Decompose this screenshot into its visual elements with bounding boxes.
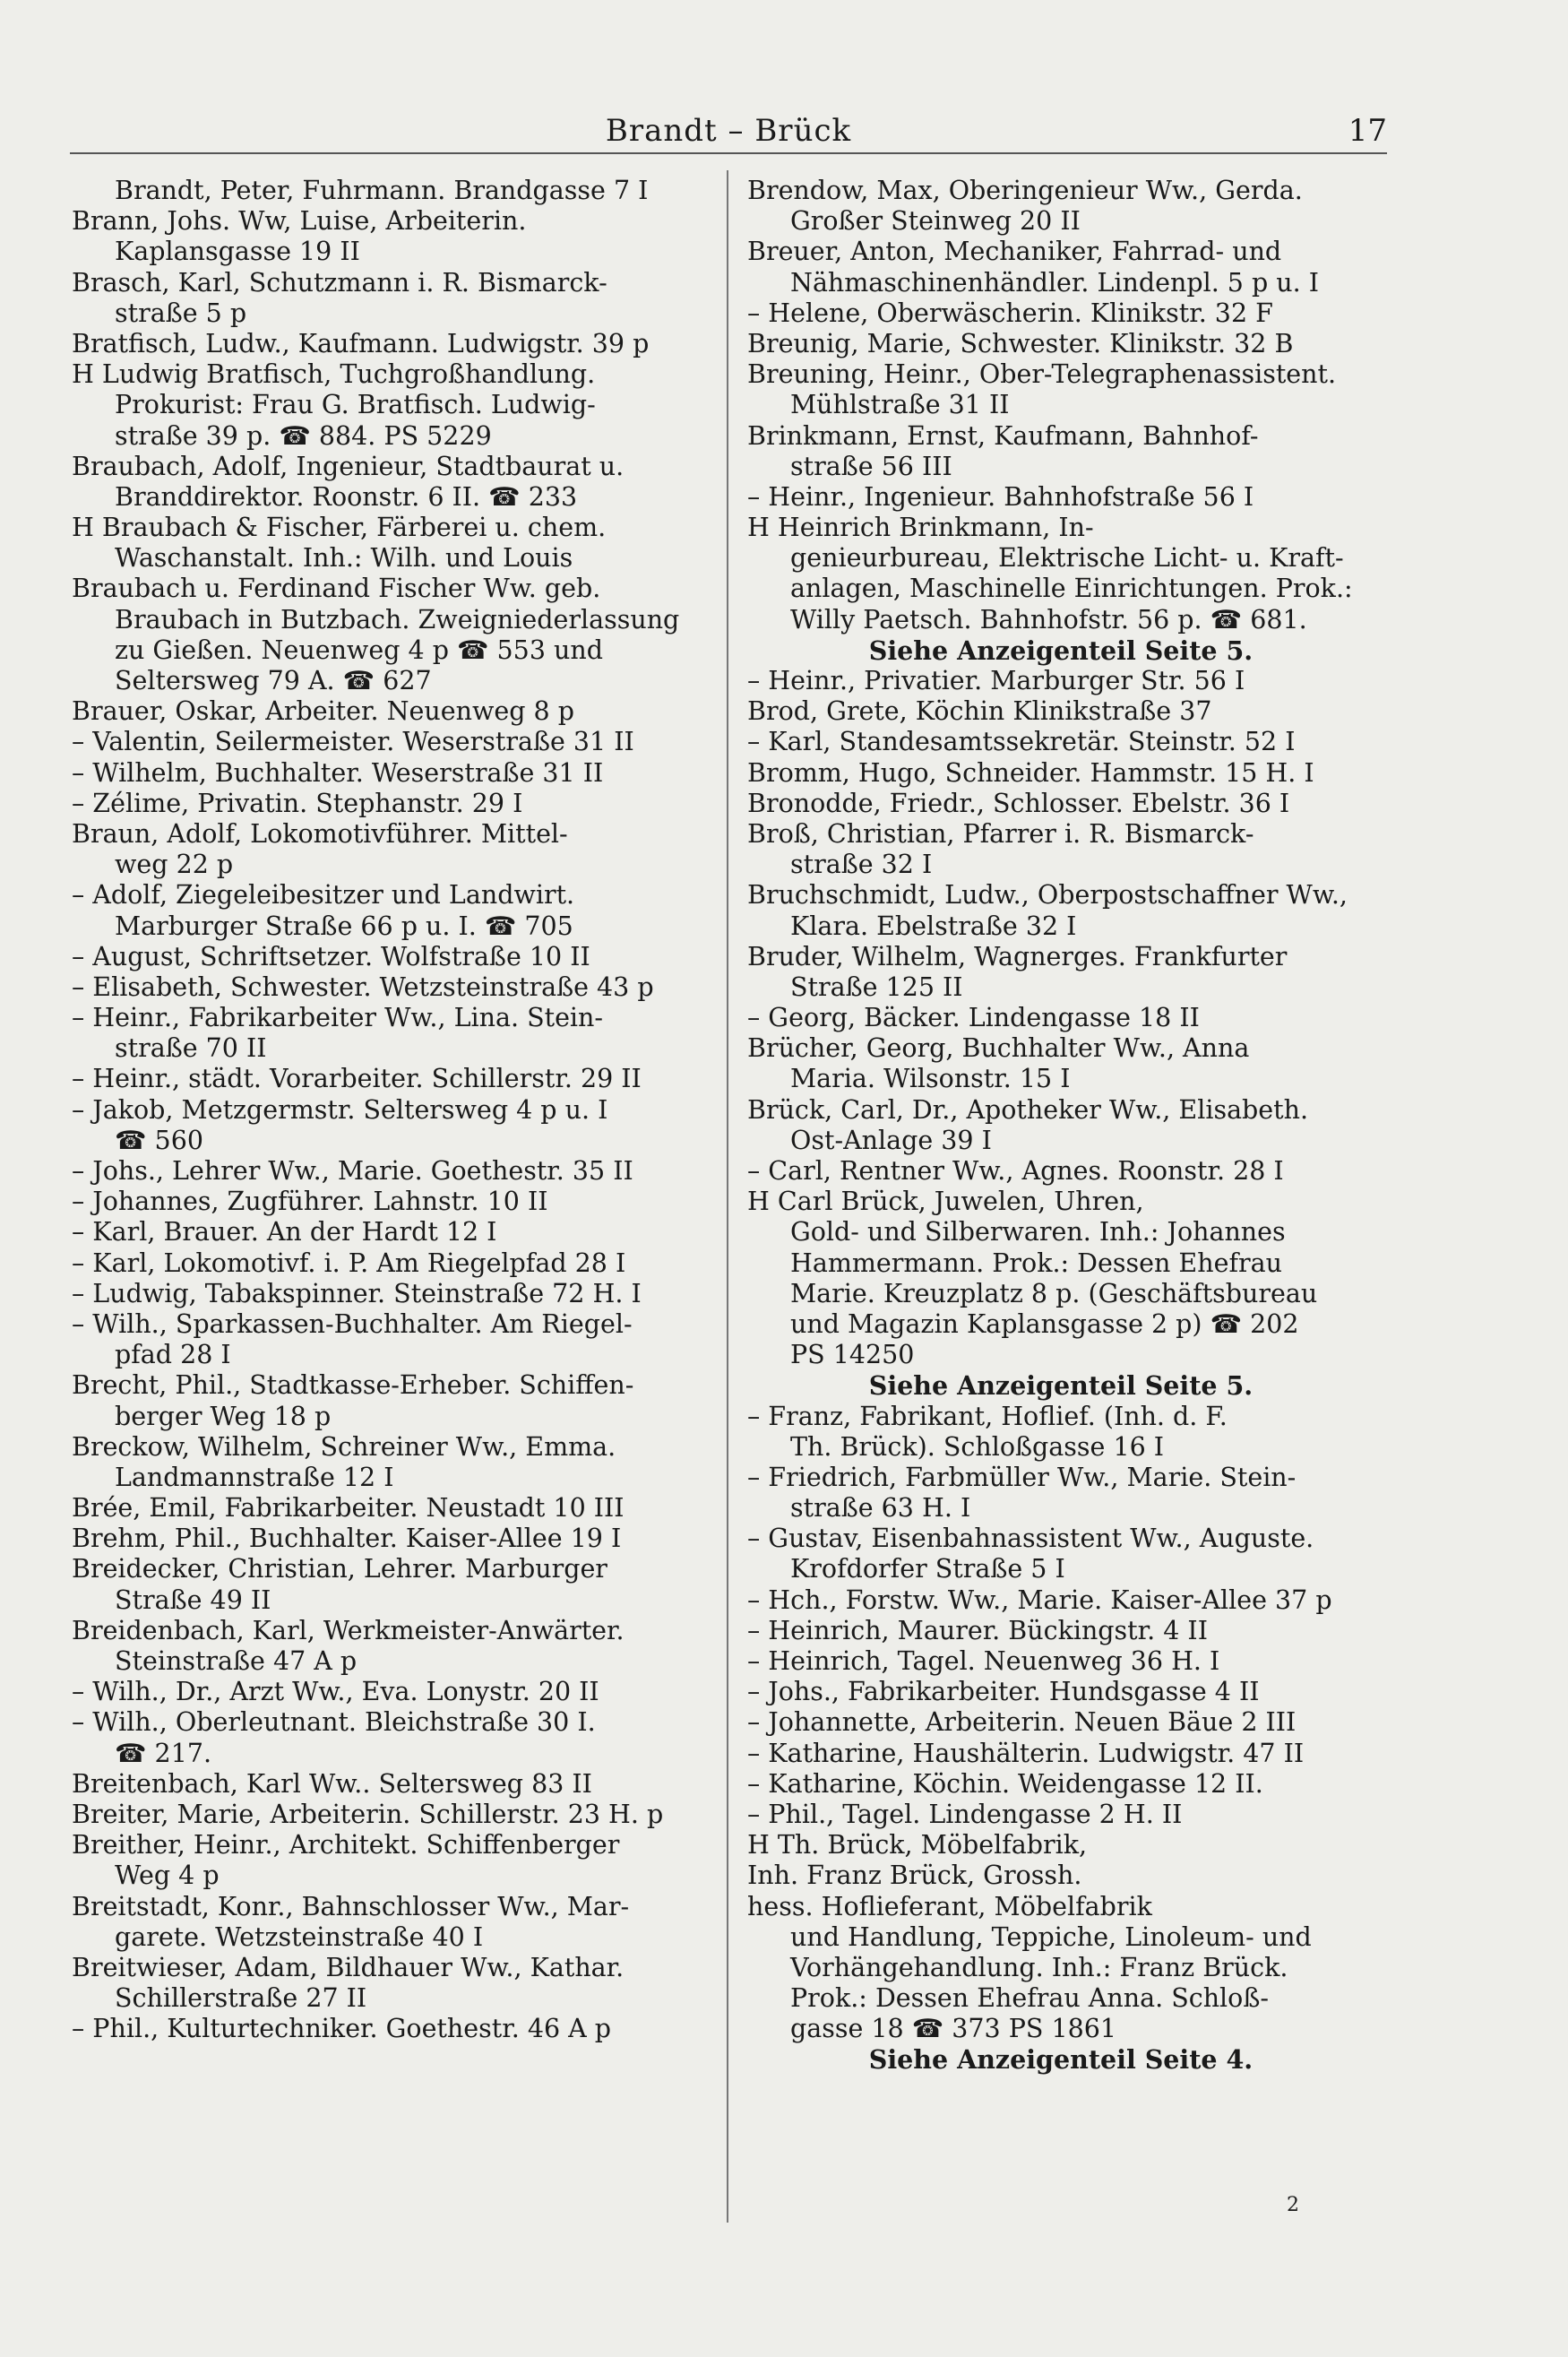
directory-line: – Heinr., Fabrikarbeiter Ww., Lina. Stein- xyxy=(72,1003,604,1033)
directory-line: Breckow, Wilhelm, Schreiner Ww., Emma. xyxy=(72,1431,616,1462)
directory-line: Breitstadt, Konr., Bahnschlosser Ww., Mar- xyxy=(72,1891,630,1921)
directory-line: Marie. Kreuzplatz 8 p. (Geschäftsbureau xyxy=(790,1278,1318,1308)
directory-line: Breitwieser, Adam, Bildhauer Ww., Kathar. xyxy=(72,1952,625,1982)
directory-line: Straße 125 II xyxy=(790,971,963,1002)
directory-line: Breuer, Anton, Mechaniker, Fahrrad- und xyxy=(747,237,1282,267)
directory-line: Straße 49 II xyxy=(115,1584,271,1615)
directory-line: garete. Wetzsteinstraße 40 I xyxy=(115,1921,484,1952)
directory-line: – Heinrich, Maurer. Bückingstr. 4 II xyxy=(747,1615,1208,1645)
directory-line: Kaplansgasse 19 II xyxy=(115,237,360,267)
directory-line: Brendow, Max, Oberingenieur Ww., Gerda. xyxy=(747,176,1303,205)
directory-line: Breither, Heinr., Architekt. Schiffenberger xyxy=(72,1830,620,1861)
directory-line: – Elisabeth, Schwester. Wetzsteinstraße 43 p xyxy=(72,971,654,1002)
directory-line: Ost-Anlage 39 I xyxy=(790,1125,992,1155)
directory-line: und Magazin Kaplansgasse 2 p) ☎ 202 xyxy=(790,1308,1299,1339)
directory-line: Steinstraße 47 A p xyxy=(115,1646,358,1676)
directory-line: pfad 28 I xyxy=(115,1340,231,1370)
directory-line: Marburger Straße 66 p u. I. ☎ 705 xyxy=(115,911,573,941)
directory-line: Krofdorfer Straße 5 I xyxy=(790,1554,1065,1584)
directory-line: – Gustav, Eisenbahnassistent Ww., Auguste. xyxy=(747,1524,1314,1554)
directory-line: Brée, Emil, Fabrikarbeiter. Neustadt 10 III xyxy=(72,1493,625,1524)
directory-line: PS 14250 xyxy=(790,1340,915,1370)
directory-line: Breidenbach, Karl, Werkmeister-Anwärter. xyxy=(72,1615,625,1645)
directory-line: Siehe Anzeigenteil Seite 5. xyxy=(868,1370,1254,1402)
column-divider xyxy=(727,170,728,2223)
directory-line: Braun, Adolf, Lokomotivführer. Mittel- xyxy=(72,818,568,849)
directory-line: Brecht, Phil., Stadtkasse-Erheber. Schiffen- xyxy=(72,1370,634,1401)
directory-line: – Helene, Oberwäscherin. Klinikstr. 32 F xyxy=(747,298,1273,328)
page-number: 17 xyxy=(1348,113,1387,149)
signature-mark: 2 xyxy=(1287,2194,1299,2216)
directory-line: Breidecker, Christian, Lehrer. Marburger xyxy=(72,1554,607,1584)
directory-line: Gold- und Silberwaren. Inh.: Johannes xyxy=(790,1217,1286,1248)
directory-line: gasse 18 ☎ 373 PS 1861 xyxy=(790,2014,1117,2044)
directory-line: Siehe Anzeigenteil Seite 5. xyxy=(868,635,1254,666)
directory-line: – Heinr., Privatier. Marburger Str. 56 I xyxy=(747,666,1245,695)
directory-line: berger Weg 18 p xyxy=(115,1401,332,1431)
directory-line: Braubach u. Ferdinand Fischer Ww. geb. xyxy=(72,574,601,604)
running-header xyxy=(70,113,1387,158)
directory-line: straße 56 III xyxy=(790,451,952,481)
directory-line: – Karl, Brauer. An der Hardt 12 I xyxy=(72,1217,497,1248)
directory-line: ☎ 560 xyxy=(115,1125,203,1155)
directory-line: – Valentin, Seilermeister. Weserstraße 31 II xyxy=(72,727,634,757)
directory-line: – Katharine, Köchin. Weidengasse 12 II. xyxy=(747,1768,1263,1799)
directory-line: H Braubach & Fischer, Färberei u. chem. xyxy=(72,513,607,543)
directory-line: Seltersweg 79 A. ☎ 627 xyxy=(115,666,432,695)
directory-line: Bronodde, Friedr., Schlosser. Ebelstr. 36 I xyxy=(747,788,1290,818)
directory-line: Mühlstraße 31 II xyxy=(790,390,1010,420)
directory-line: – Wilh., Sparkassen-Buchhalter. Am Riegel- xyxy=(72,1308,633,1339)
header-rule xyxy=(70,152,1387,154)
directory-line: – Heinr., städt. Vorarbeiter. Schillerstr. 29 II xyxy=(72,1064,642,1094)
directory-line: – Hch., Forstw. Ww., Marie. Kaiser-Allee 37 p xyxy=(747,1584,1332,1615)
directory-line: H Ludwig Bratfisch, Tuchgroßhandlung. xyxy=(72,359,596,390)
directory-line: – Katharine, Haushälterin. Ludwigstr. 47 II xyxy=(747,1738,1305,1768)
directory-line: Breitenbach, Karl Ww.. Seltersweg 83 II xyxy=(72,1768,592,1799)
directory-line: Breunig, Marie, Schwester. Klinikstr. 32 B xyxy=(747,328,1294,358)
directory-line: – Johs., Lehrer Ww., Marie. Goethestr. 35 II xyxy=(72,1156,633,1186)
directory-line: Branddirektor. Roonstr. 6 II. ☎ 233 xyxy=(115,481,578,512)
directory-line: straße 63 H. I xyxy=(790,1493,971,1524)
directory-line: zu Gießen. Neuenweg 4 p ☎ 553 und xyxy=(115,635,603,665)
directory-line: Schillerstraße 27 II xyxy=(115,1983,367,2014)
directory-line: Th. Brück). Schloßgasse 16 I xyxy=(790,1431,1165,1462)
directory-line: Prokurist: Frau G. Bratfisch. Ludwig- xyxy=(115,390,596,420)
directory-line: – Heinr., Ingenieur. Bahnhofstraße 56 I xyxy=(747,481,1254,512)
directory-line: Brinkmann, Ernst, Kaufmann, Bahnhof- xyxy=(747,420,1259,451)
directory-line: Breuning, Heinr., Ober-Telegraphenassistent. xyxy=(747,359,1337,390)
right-column xyxy=(747,176,1374,2076)
directory-line: weg 22 p xyxy=(115,850,234,880)
directory-line: – Zélime, Privatin. Stephanstr. 29 I xyxy=(72,788,523,818)
directory-line: – Wilhelm, Buchhalter. Weserstraße 31 II xyxy=(72,757,604,788)
page-title: Brandt – Brück xyxy=(605,113,852,149)
directory-line: Waschanstalt. Inh.: Wilh. und Louis xyxy=(115,543,573,574)
directory-line: – Heinrich, Tagel. Neuenweg 36 H. I xyxy=(747,1646,1220,1676)
directory-line: – Phil., Tagel. Lindengasse 2 H. II xyxy=(747,1799,1183,1829)
directory-line: straße 39 p. ☎ 884. PS 5229 xyxy=(115,420,492,451)
directory-line: Nähmaschinenhändler. Lindenpl. 5 p u. I xyxy=(790,267,1320,298)
directory-line: Willy Paetsch. Bahnhofstr. 56 p. ☎ 681. xyxy=(790,604,1307,635)
directory-line: – Johannes, Zugführer. Lahnstr. 10 II xyxy=(72,1187,548,1217)
directory-line: – Karl, Standesamtssekretär. Steinstr. 52 I xyxy=(747,727,1296,757)
directory-line: straße 70 II xyxy=(115,1033,267,1064)
directory-line: genieurbureau, Elektrische Licht- u. Kraft- xyxy=(790,543,1344,574)
directory-line: H Carl Brück, Juwelen, Uhren, xyxy=(747,1187,1144,1217)
directory-line: – Friedrich, Farbmüller Ww., Marie. Stein- xyxy=(747,1462,1297,1492)
directory-line: – Karl, Lokomotivf. i. P. Am Riegelpfad 28 I xyxy=(72,1248,626,1278)
directory-line: – Johannette, Arbeiterin. Neuen Bäue 2 III xyxy=(747,1707,1297,1738)
directory-line: Brod, Grete, Köchin Klinikstraße 37 xyxy=(747,696,1212,727)
directory-line: straße 5 p xyxy=(115,298,247,328)
directory-line: Breiter, Marie, Arbeiterin. Schillerstr. 23 H. p xyxy=(72,1799,664,1829)
directory-line: – Franz, Fabrikant, Hoflief. (Inh. d. F. xyxy=(747,1401,1228,1431)
directory-line: – Phil., Kulturtechniker. Goethestr. 46 A p xyxy=(72,2014,612,2044)
directory-line: – Carl, Rentner Ww., Agnes. Roonstr. 28 I xyxy=(747,1156,1284,1186)
directory-line: Weg 4 p xyxy=(115,1861,220,1891)
directory-line: Klara. Ebelstraße 32 I xyxy=(790,911,1077,941)
directory-line: Vorhängehandlung. Inh.: Franz Brück. xyxy=(790,1952,1288,1982)
directory-line: Brauer, Oskar, Arbeiter. Neuenweg 8 p xyxy=(72,696,574,727)
directory-line: – Ludwig, Tabakspinner. Steinstraße 72 H. I xyxy=(72,1278,642,1308)
directory-line: – Wilh., Dr., Arzt Ww., Eva. Lonystr. 20 II xyxy=(72,1677,599,1707)
directory-line: Maria. Wilsonstr. 15 I xyxy=(790,1064,1071,1094)
directory-line: – Johs., Fabrikarbeiter. Hundsgasse 4 II xyxy=(747,1677,1260,1707)
left-column xyxy=(72,176,699,2044)
directory-line: Braubach in Butzbach. Zweigniederlassung xyxy=(115,604,680,635)
directory-line: Inh. Franz Brück, Grossh. xyxy=(747,1861,1082,1891)
directory-line: ☎ 217. xyxy=(115,1738,212,1768)
directory-line: Landmannstraße 12 I xyxy=(115,1462,394,1492)
directory-line: Brück, Carl, Dr., Apotheker Ww., Elisabeth. xyxy=(747,1094,1309,1125)
directory-line: – Adolf, Ziegeleibesitzer und Landwirt. xyxy=(72,880,575,911)
directory-line: Braubach, Adolf, Ingenieur, Stadtbaurat u. xyxy=(72,451,625,481)
directory-line: H Th. Brück, Möbelfabrik, xyxy=(747,1830,1088,1861)
directory-line: und Handlung, Teppiche, Linoleum- und xyxy=(790,1921,1312,1952)
directory-line: Siehe Anzeigenteil Seite 4. xyxy=(868,2044,1254,2076)
directory-line: Prok.: Dessen Ehefrau Anna. Schloß- xyxy=(790,1983,1269,2014)
directory-line: – Wilh., Oberleutnant. Bleichstraße 30 I. xyxy=(72,1707,596,1738)
directory-line: straße 32 I xyxy=(790,850,933,880)
directory-line: Bromm, Hugo, Schneider. Hammstr. 15 H. I xyxy=(747,757,1314,788)
directory-line: Brann, Johs. Ww, Luise, Arbeiterin. xyxy=(72,206,527,237)
directory-line: Großer Steinweg 20 II xyxy=(790,206,1081,237)
directory-line: Bruder, Wilhelm, Wagnerges. Frankfurter xyxy=(747,941,1288,971)
directory-line: H Heinrich Brinkmann, In- xyxy=(747,513,1094,543)
directory-line: Bruchschmidt, Ludw., Oberpostschaffner Ww., xyxy=(747,880,1348,911)
directory-line: hess. Hoflieferant, Möbelfabrik xyxy=(747,1891,1152,1921)
directory-line: Hammermann. Prok.: Dessen Ehefrau xyxy=(790,1248,1282,1278)
directory-line: Brehm, Phil., Buchhalter. Kaiser-Allee 19 I xyxy=(72,1524,622,1554)
directory-line: – Georg, Bäcker. Lindengasse 18 II xyxy=(747,1003,1200,1033)
directory-line: Broß, Christian, Pfarrer i. R. Bismarck- xyxy=(747,818,1254,849)
directory-line: Brasch, Karl, Schutzmann i. R. Bismarck- xyxy=(72,267,607,298)
directory-line: Bratfisch, Ludw., Kaufmann. Ludwigstr. 39 p xyxy=(72,328,650,358)
directory-line: anlagen, Maschinelle Einrichtungen. Prok.: xyxy=(790,574,1353,604)
directory-line: – August, Schriftsetzer. Wolfstraße 10 II xyxy=(72,941,590,971)
directory-line: Brandt, Peter, Fuhrmann. Brandgasse 7 I xyxy=(115,176,649,205)
directory-line: Brücher, Georg, Buchhalter Ww., Anna xyxy=(747,1033,1250,1064)
directory-line: – Jakob, Metzgermstr. Seltersweg 4 p u. I xyxy=(72,1094,608,1125)
